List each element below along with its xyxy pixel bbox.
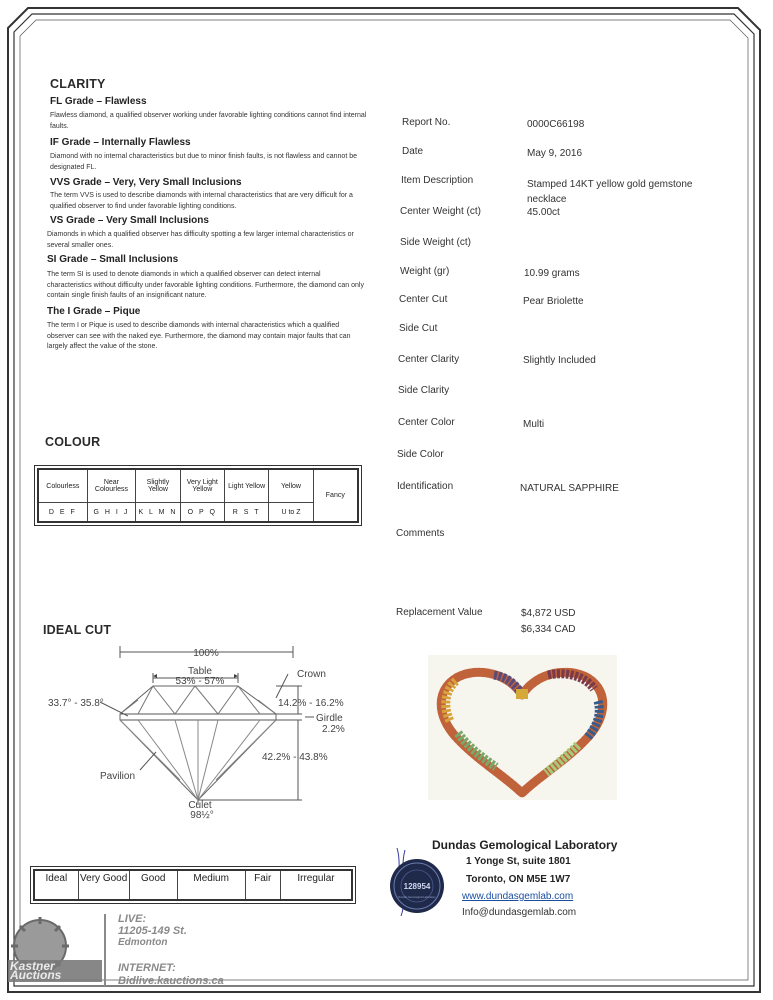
colour-col-name: Yellow: [269, 469, 313, 503]
lab-address-2: Toronto, ON M5E 1W7: [466, 874, 571, 885]
comments-label: Comments: [396, 528, 445, 539]
identification-label: Identification: [397, 481, 454, 492]
side-cut-label: Side Cut: [399, 323, 438, 334]
colour-scale-table: [37, 468, 359, 523]
clarity-heading: CLARITY: [50, 77, 106, 91]
item-description-label: Item Description: [401, 175, 474, 186]
colour-col-grades: R S T: [224, 503, 268, 523]
crown-angle-label: 33.7° - 35.8°: [48, 698, 104, 709]
grade-if-desc: Diamond with no internal characteristics but due to minor finish faults, is not flawless and cannot be designated FL.: [50, 153, 357, 171]
kastner-auctions-logo: [6, 916, 104, 988]
grade-fl-desc: Flawless diamond, a qualified observer working under favorable lighting conditions cannot find internal faults.: [50, 112, 367, 130]
cut-grade-cell: Medium: [177, 870, 245, 900]
weight-gr-value: 10.99 grams: [524, 268, 580, 279]
center-clarity-value: Slightly Included: [523, 355, 596, 366]
grade-if-title: IF Grade – Internally Flawless: [50, 137, 191, 148]
girdle-label: Girdle: [316, 713, 343, 724]
pavilion-depth-label: 42.2% - 43.8%: [262, 752, 328, 763]
colour-col-grades: O P Q: [180, 503, 224, 523]
colour-col-grades: K L M N: [136, 503, 180, 523]
lab-email: Info@dundasgemlab.com: [462, 907, 577, 918]
girdle-value-label: 2.2%: [322, 724, 345, 735]
colour-heading: COLOUR: [45, 435, 101, 449]
grade-vvs-desc: The term VVS is used to describe diamonds with internal characteristics that are very difficult for a qualified observer to find under favorable lighting conditions.: [50, 192, 353, 210]
grade-i-title: The I Grade – Pique: [47, 306, 141, 317]
diamond-proportion-diagram: [40, 640, 370, 825]
weight-gr-label: Weight (gr): [400, 266, 450, 277]
pavilion-label: Pavilion: [100, 771, 136, 782]
item-description-value: Stamped 14KT yellow gold gemstone necklace: [527, 179, 693, 205]
table-label: Table: [188, 666, 212, 677]
width-pct-label: 100%: [193, 648, 219, 659]
grade-i-desc: The term I or Pique is used to describe diamonds with internal characteristics which a qualified observer can see with the naked eye. Furthermore, the diamond may contain major faults that can largely affect the value of the stone.: [47, 322, 351, 350]
auction-divider: [104, 914, 106, 986]
report-no-label: Report No.: [402, 117, 451, 128]
colour-col-grades: D E F: [38, 503, 87, 523]
report-no-value: 0000C66198: [527, 119, 585, 130]
colour-col-name: Light Yellow: [224, 469, 268, 503]
crown-height-label: 14.2% - 16.2%: [278, 698, 344, 709]
ideal-cut-heading: IDEAL CUT: [43, 623, 112, 637]
center-clarity-label: Center Clarity: [398, 354, 460, 365]
seal-number: 128954: [403, 882, 431, 891]
colour-col-name: Very Light Yellow: [180, 469, 224, 503]
side-weight-label: Side Weight (ct): [400, 237, 471, 248]
grade-si-title: SI Grade – Small Inclusions: [47, 254, 179, 265]
cut-grade-cell: Very Good: [78, 870, 129, 900]
cut-grade-cell: Ideal: [34, 870, 78, 900]
replacement-cad-value: $6,334 CAD: [521, 624, 576, 635]
culet-label: Culet: [188, 800, 212, 811]
grade-fl-title: FL Grade – Flawless: [50, 96, 147, 107]
replacement-value-label: Replacement Value: [396, 607, 483, 618]
colour-col-name: Near Colourless: [87, 469, 136, 503]
center-color-label: Center Color: [398, 417, 455, 428]
colour-col-grades: U to Z: [269, 503, 313, 523]
cut-grade-cell: Good: [129, 870, 177, 900]
internet-label: INTERNET:: [118, 962, 176, 974]
cut-grade-cell: Fair: [245, 870, 280, 900]
crown-label: Crown: [297, 669, 326, 680]
internet-url[interactable]: Bidlive.kauctions.ca: [118, 975, 224, 987]
logo-text: Kastner Auctions: [10, 959, 62, 982]
grade-si-desc: The term SI is used to denote diamonds in which a qualified observer can detect internal characteristics without difficulty under favorable lighting conditions. Furthermore, the diamond can only contain single finish faults of an insignificant nature.: [47, 271, 364, 299]
side-clarity-label: Side Clarity: [398, 385, 450, 396]
colour-col-name: Fancy: [313, 469, 358, 522]
seal-text: Dundas Gemological Laboratory: [398, 896, 436, 899]
identification-value: NATURAL SAPPHIRE: [520, 483, 619, 494]
colour-col-grades: G H I J: [87, 503, 136, 523]
culet-value-label: 98½°: [190, 810, 214, 821]
lab-name: Dundas Gemological Laboratory: [432, 838, 618, 852]
colour-col-name: Slightly Yellow: [136, 469, 180, 503]
lab-website-link[interactable]: www.dundasgemlab.com: [462, 891, 574, 902]
table-range-label: 53% - 57%: [175, 676, 225, 687]
cut-grade-table: [33, 869, 353, 901]
live-address: 11205-149 St.: [118, 925, 187, 937]
center-weight-label: Center Weight (ct): [400, 206, 481, 217]
center-color-value: Multi: [523, 419, 545, 430]
grade-vs-title: VS Grade – Very Small Inclusions: [50, 215, 209, 226]
date-label: Date: [402, 146, 424, 157]
center-cut-value: Pear Briolette: [523, 296, 584, 307]
grade-vs-desc: Diamonds in which a qualified observer has difficulty spotting a few larger internal characteristics or several smaller ones.: [47, 231, 354, 249]
center-weight-value: 45.00ct: [527, 207, 560, 218]
grade-vvs-title: VVS Grade – Very, Very Small Inclusions: [50, 177, 242, 188]
lab-address-1: 1 Yonge St, suite 1801: [466, 856, 571, 867]
live-label: LIVE:: [118, 913, 147, 925]
cut-grade-cell: Irregular: [280, 870, 352, 900]
side-color-label: Side Color: [397, 449, 444, 460]
colour-col-name: Colourless: [38, 469, 87, 503]
date-value: May 9, 2016: [527, 148, 583, 159]
center-cut-label: Center Cut: [399, 294, 448, 305]
replacement-usd-value: $4,872 USD: [521, 608, 576, 619]
necklace-photo: [428, 655, 617, 800]
live-city: Edmonton: [118, 937, 168, 948]
